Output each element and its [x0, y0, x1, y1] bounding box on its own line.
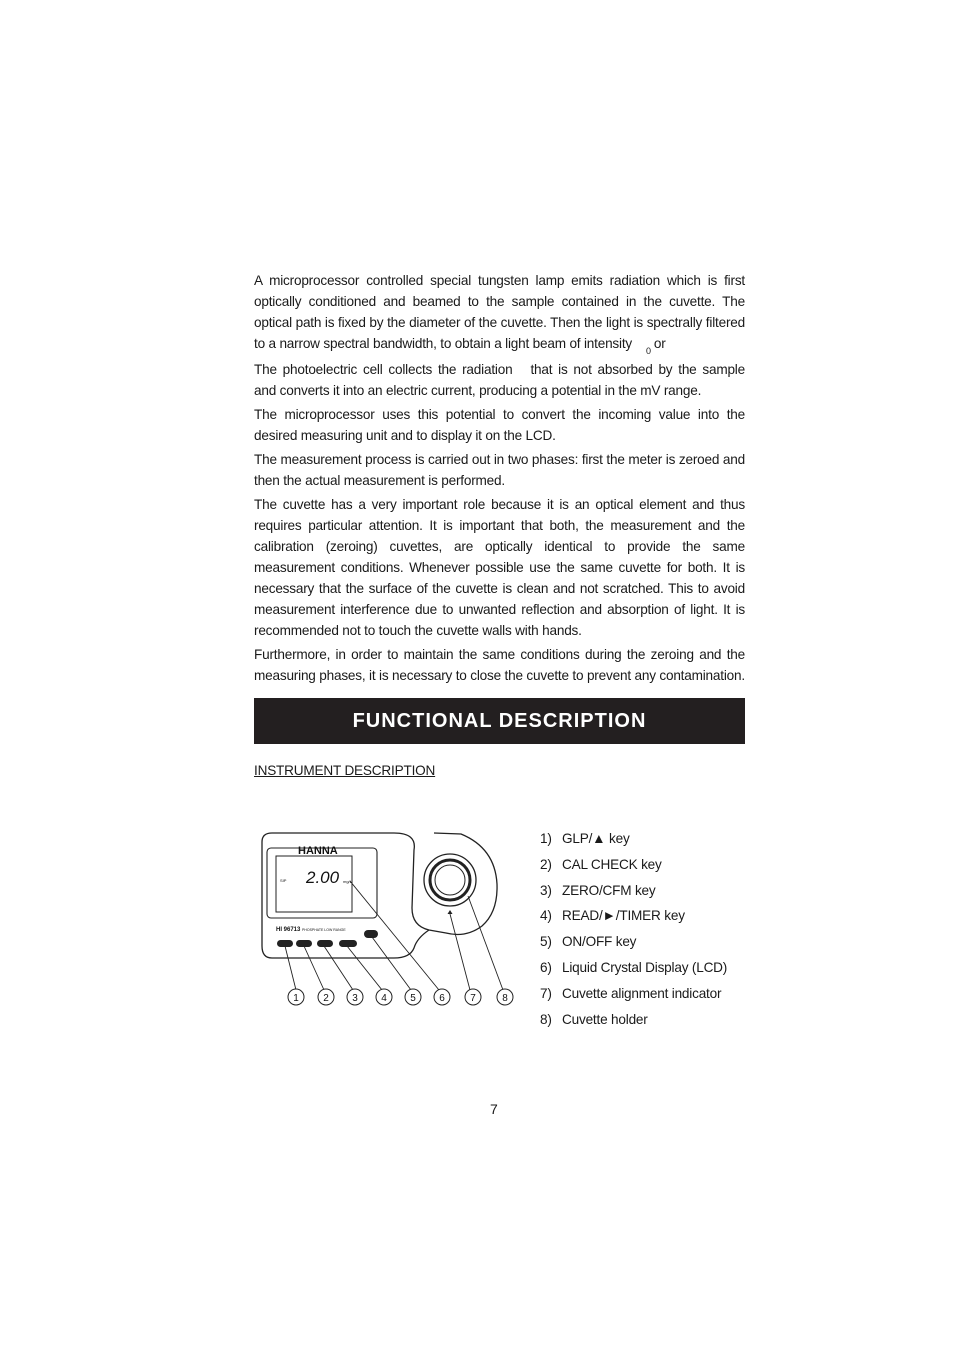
- cuvette-holder-inner: [435, 865, 465, 895]
- legend-item: 3) ZERO/CFM key: [540, 882, 656, 898]
- zero-cfm-key: [317, 940, 333, 947]
- callout-5: 5: [410, 993, 416, 1004]
- callout-4: 4: [381, 993, 387, 1004]
- page-number: 7: [490, 1101, 498, 1117]
- paragraph-5: The cuvette has a very important role because it is an optical element and thus requires particular attention. It is important that both, the measurement and the calibration (zeroing) cuvettes, are optically identical to provide the same measurement conditions. Whenever possible use the same cuvette for both. It is necessary that the surface of the cuvette is clean and not scratched. This to avoid measurement interference due to unwanted reflection and absorption of light. It is recommended not to touch the cuvette walls with hands.: [254, 497, 745, 638]
- lcd-reading: 2.00: [306, 868, 340, 887]
- callout-8: 8: [502, 993, 508, 1004]
- callout-3: 3: [352, 993, 358, 1004]
- section-title: FUNCTIONAL DESCRIPTION: [352, 709, 647, 732]
- cuvette-holder-ring: [430, 860, 470, 900]
- paragraph-1: [254, 270, 745, 356]
- paragraph-4: The measurement process is carried out in two phases: first the meter is zeroed and then the actual measurement is performed.: [254, 452, 745, 488]
- read-timer-key: [339, 940, 357, 947]
- component-legend: [540, 826, 727, 1032]
- p1-end: or: [653, 336, 666, 351]
- section-banner: [254, 698, 745, 744]
- callout-2: 2: [323, 993, 329, 1004]
- cuvette-alignment-indicator: [448, 910, 453, 914]
- p1-text: A microprocessor controlled special tungsten lamp emits radiation which is first optically conditioned and beamed to the sample contained in the cuvette. The optical path is fixed by the diameter of the cuvette. Then the light is spectrally filtered to a narrow spectral bandwidth, to obtain a light beam of intensity: [254, 273, 745, 351]
- callout-7: 7: [470, 993, 476, 1004]
- intensity-subscript: 0: [646, 346, 651, 356]
- cal-check-key: [296, 940, 312, 947]
- body-text: [254, 270, 745, 689]
- callout-1: 1: [293, 993, 299, 1004]
- model-desc: PHOSPHATE LOW RANGE: [302, 928, 346, 932]
- p2-text-a: The photoelectric cell collects the radiation: [254, 362, 513, 377]
- p2-text-b: that is not absorbed by the sample and converts it into an electric current, producing a potential in the mV range.: [254, 362, 745, 398]
- legend-item: 4) READ/►/TIMER key: [540, 908, 685, 924]
- paragraph-3: The microprocessor uses this potential to convert the incoming value into the desired measuring unit and to display it on the LCD.: [254, 407, 745, 443]
- callout-6: 6: [439, 993, 445, 1004]
- on-off-key: [364, 930, 378, 938]
- paragraph-2: [254, 359, 745, 401]
- legend-item: 7) Cuvette alignment indicator: [540, 985, 722, 1001]
- lcd-unit: mg/L: [343, 879, 352, 884]
- cuvette-holder-outer: [424, 854, 476, 906]
- model-label: HI 96713: [276, 927, 301, 933]
- legend-item: 6) Liquid Crystal Display (LCD): [540, 959, 728, 975]
- legend-item: 5) ON/OFF key: [540, 934, 637, 950]
- legend-item: 2) CAL CHECK key: [540, 856, 662, 872]
- brand-logo: HANNA: [298, 845, 338, 857]
- subheading: INSTRUMENT DESCRIPTION: [254, 763, 436, 778]
- paragraph-6: Furthermore, in order to maintain the same conditions during the zeroing and the measuring phases, it is necessary to close the cuvette to prevent any contamination.: [254, 647, 745, 683]
- legend-item: 1) GLP/▲ key: [540, 831, 630, 846]
- glp-key: [277, 940, 293, 947]
- lcd-left-label: SIP: [280, 878, 287, 883]
- instrument-diagram: [254, 826, 534, 1016]
- legend-item: 8) Cuvette holder: [540, 1011, 648, 1027]
